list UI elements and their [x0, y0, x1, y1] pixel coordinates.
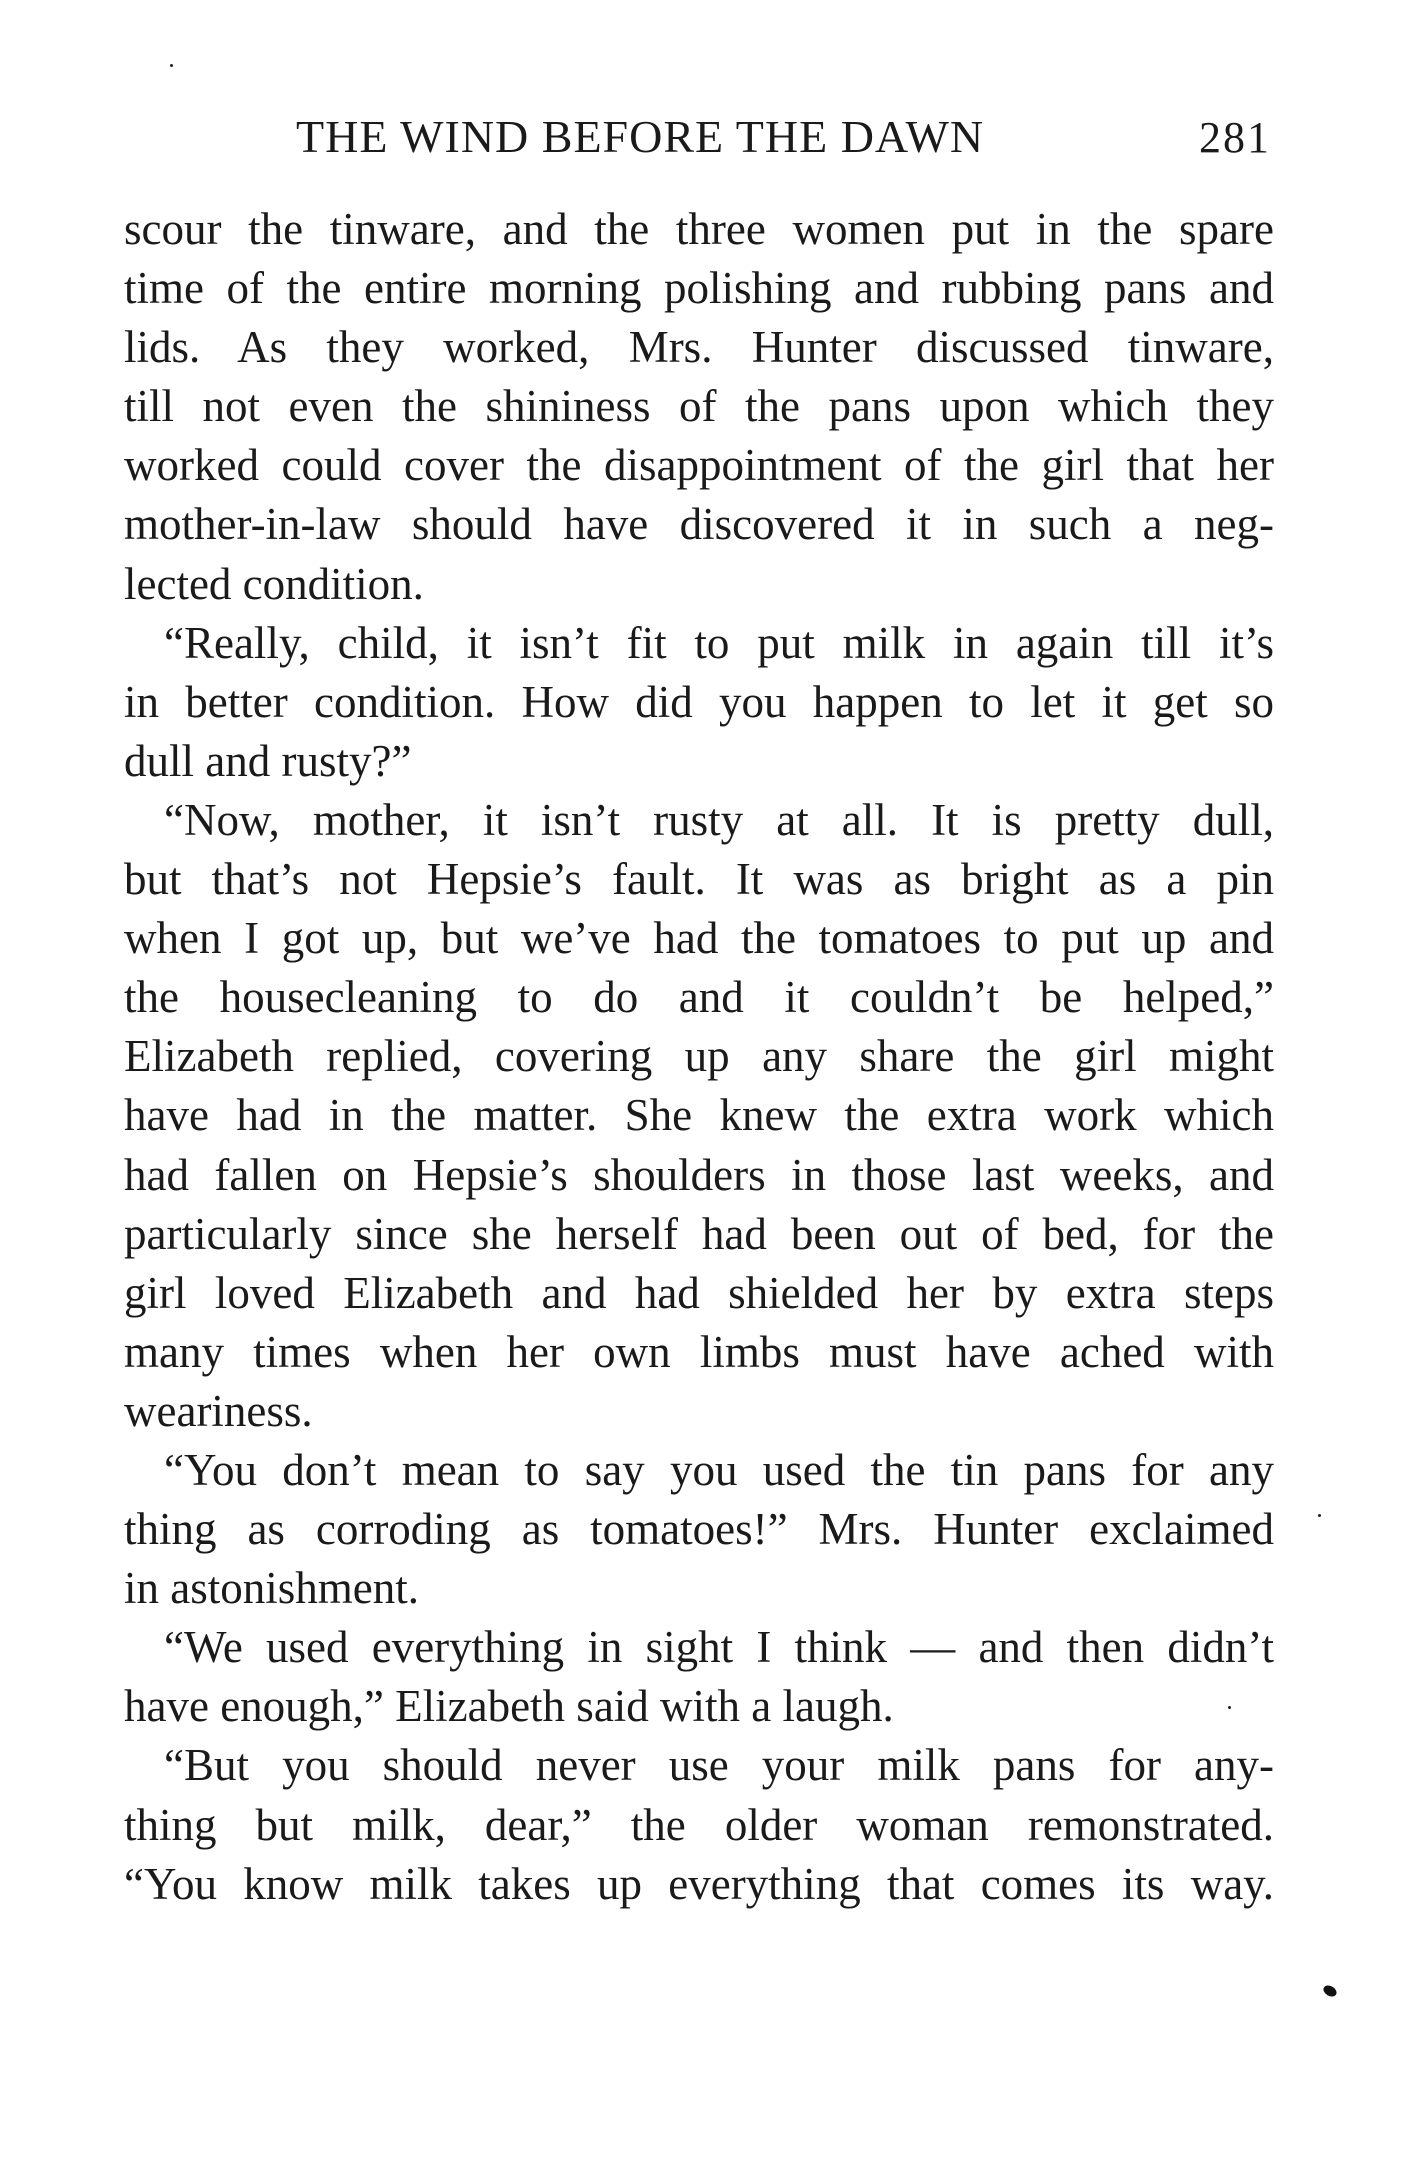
- text-line: “You know milk takes up everything that comes its way.: [124, 1858, 1274, 1909]
- text-line: have had in the matter. She knew the extra work which: [124, 1090, 1274, 1141]
- text-line: mother-in-law should have discovered it in such a neg-: [124, 499, 1274, 550]
- text-line: many times when her own limbs must have ached with: [124, 1326, 1274, 1377]
- text-line: time of the entire morning polishing and rubbing pans and: [124, 263, 1274, 314]
- text-line: had fallen on Hepsie’s shoulders in those last weeks, and: [124, 1149, 1274, 1200]
- text-line: thing but milk, dear,” the older woman remonstrated.: [124, 1799, 1274, 1850]
- print-speck: [1228, 1706, 1231, 1709]
- print-speck: [170, 64, 173, 67]
- text-line: till not even the shininess of the pans upon which they: [124, 381, 1274, 432]
- text-line: but that’s not Hepsie’s fault. It was as bright as a pin: [124, 854, 1274, 905]
- text-line: Elizabeth replied, covering up any share the girl might: [124, 1031, 1274, 1082]
- print-speck: [1318, 1514, 1321, 1517]
- text-line: particularly since she herself had been out of bed, for the: [124, 1208, 1274, 1259]
- text-line: lids. As they worked, Mrs. Hunter discussed tinware,: [124, 322, 1274, 373]
- text-line: weariness.: [124, 1385, 313, 1436]
- text-line: lected condition.: [124, 558, 424, 609]
- body-text: [124, 200, 1274, 1914]
- text-line: “We used everything in sight I think — and then didn’t: [164, 1622, 1274, 1673]
- text-line: in better condition. How did you happen to let it get so: [124, 676, 1274, 727]
- text-line: thing as corroding as tomatoes!” Mrs. Hunter exclaimed: [124, 1504, 1274, 1555]
- text-line: “Now, mother, it isn’t rusty at all. It is pretty dull,: [164, 794, 1274, 845]
- text-line: the housecleaning to do and it couldn’t be helped,”: [124, 972, 1274, 1023]
- page-number: 281: [1199, 113, 1271, 162]
- text-line: dull and rusty?”: [124, 735, 412, 786]
- text-line: in astonishment.: [124, 1563, 419, 1614]
- text-line: when I got up, but we’ve had the tomatoes to put up and: [124, 913, 1274, 964]
- text-line: “You don’t mean to say you used the tin pans for any: [164, 1444, 1274, 1495]
- text-line: scour the tinware, and the three women put in the spare: [124, 204, 1274, 254]
- text-line: “Really, child, it isn’t fit to put milk in again till it’s: [164, 617, 1274, 668]
- text-line: girl loved Elizabeth and had shielded her by extra steps: [124, 1267, 1274, 1318]
- text-line: “But you should never use your milk pans for any-: [164, 1740, 1274, 1791]
- text-line: have enough,” Elizabeth said with a laugh.: [124, 1681, 894, 1732]
- text-line: worked could cover the disappointment of the girl that her: [124, 440, 1274, 491]
- ink-blot-mark: [1321, 1983, 1338, 1998]
- running-head-title: THE WIND BEFORE THE DAWN: [296, 111, 985, 162]
